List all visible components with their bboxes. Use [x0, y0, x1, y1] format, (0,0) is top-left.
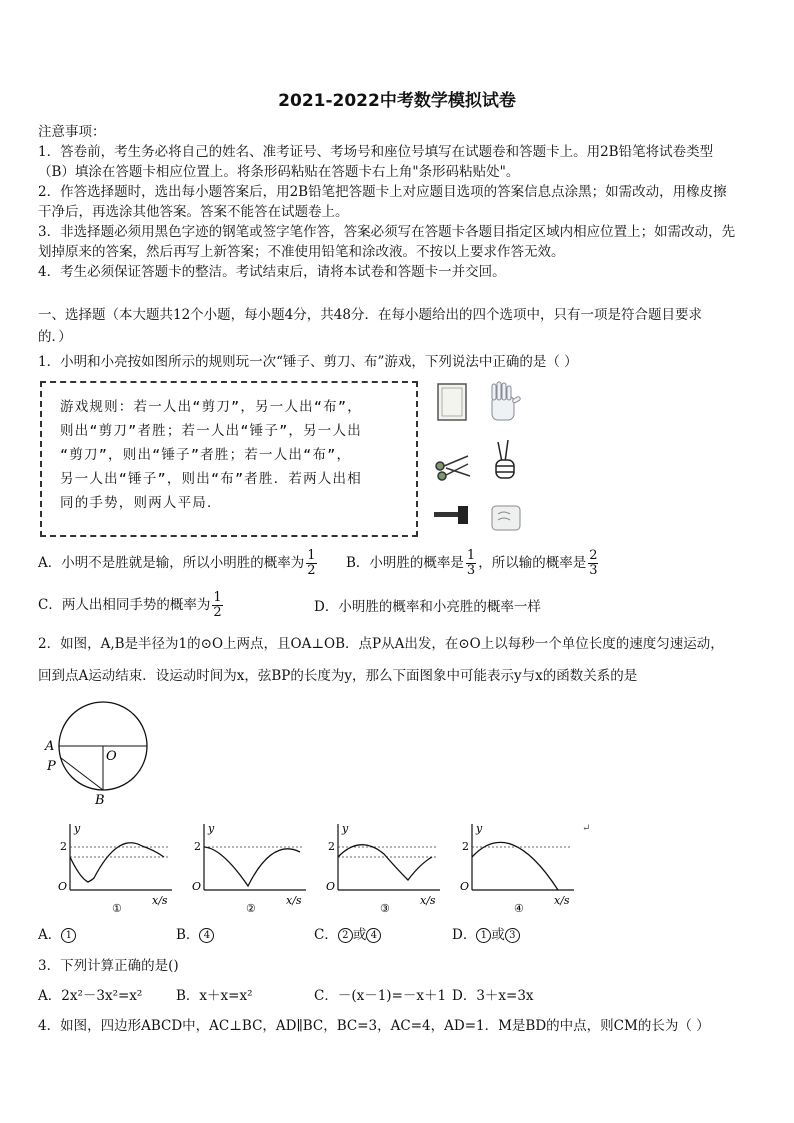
- fraction: [306, 549, 316, 578]
- open-hand-icon: [492, 382, 521, 420]
- rule-line: 游戏规则：若一人出“剪刀”，另一人出“布”，: [60, 399, 362, 415]
- x-axis-label: x/s: [286, 894, 302, 907]
- option-letter: C．: [314, 927, 338, 943]
- label-o: O: [106, 749, 117, 764]
- tick-two: 2: [194, 840, 201, 853]
- question-2-stem: 2．如图，A,B是半径为1的⊙O上两点，且OA⊥OB．点P从A出发，在⊙O上以每秒一个单位长度的速度匀速运动，: [38, 636, 724, 652]
- tick-two: 2: [462, 840, 469, 853]
- return-mark: ↵: [582, 823, 591, 834]
- rule-line: “剪刀”，则出“锤子”者胜；若一人出“布”，: [60, 447, 352, 463]
- notes-line: （B）填涂在答题卡相应位置上。将条形码粘贴在答题卡右上角"条形码粘贴处"。: [38, 164, 520, 180]
- q1-option-c[interactable]: [38, 591, 225, 620]
- question-2-stem: 回到点A运动结束．设运动时间为x，弦BP的长度为y，那么下面图象中可能表示y与x的函数关系的是: [38, 668, 638, 684]
- rule-line: 则出“剪刀”者胜；若一人出“锤子”，另一人出: [60, 423, 362, 439]
- circled-number: 3: [505, 928, 520, 943]
- fraction: [588, 549, 598, 578]
- q1-option-b[interactable]: [346, 549, 600, 578]
- graph-2: [182, 820, 312, 920]
- q1-option-a[interactable]: [38, 549, 319, 578]
- circled-number: 2: [338, 928, 353, 943]
- y-axis-label: y: [476, 822, 483, 835]
- x-axis-label: x/s: [152, 894, 168, 907]
- q1-option-d[interactable]: D．小明胜的概率和小亮胜的概率一样: [314, 599, 541, 615]
- graph-number: ①: [112, 902, 122, 915]
- graph-4: [450, 820, 580, 920]
- graph-3: [316, 820, 446, 920]
- fraction: [212, 591, 222, 620]
- label-p: P: [47, 759, 56, 774]
- label-b: B: [95, 793, 105, 808]
- numerator: 1: [307, 548, 316, 563]
- rule-line: 另一人出“锤子”，则出“布”者胜．若两人出相: [60, 471, 362, 487]
- denominator: 2: [213, 605, 222, 620]
- label-a: A: [45, 739, 55, 754]
- option-letter: A．: [38, 927, 62, 943]
- rule-line: 同的手势，则两人平局．: [60, 495, 222, 511]
- hand-gestures-illustration: [432, 380, 542, 540]
- origin-label: O: [326, 880, 336, 893]
- origin-label: O: [460, 880, 470, 893]
- section-heading: 的．）: [38, 329, 72, 345]
- denominator: 3: [589, 563, 598, 578]
- x-axis-label: x/s: [554, 894, 570, 907]
- scissors-icon: [436, 456, 470, 480]
- hammer-icon: [434, 506, 468, 524]
- option-letter: D．: [452, 927, 477, 943]
- y-axis-label: y: [342, 822, 349, 835]
- question-4-stem: 4．如图，四边形ABCD中，AC⊥BC，AD∥BC，BC=3，AC=4，AD=1．M是BD的中点，则CM的长为（ ）: [38, 1018, 710, 1034]
- paper-sheet-icon: [438, 384, 466, 420]
- q2-option-d[interactable]: [452, 925, 520, 945]
- notes-heading: 注意事项：: [38, 124, 106, 140]
- circle-figure: [40, 700, 160, 810]
- circled-number: 4: [366, 928, 381, 943]
- notes-line: 2．作答选择题时，选出每小题答案后，用2B铅笔把答题卡上对应题目选项的答案信息点涂黑；如需改动，用橡皮擦: [38, 184, 727, 200]
- graph-number: ③: [380, 902, 390, 915]
- notes-line: 3．非选择题必须用黑色字迹的钢笔或签字笔作答，答案必须写在答题卡各题目指定区域内相应位置上；如需改动，先: [38, 224, 736, 240]
- notes-line: 划掉原来的答案，然后再写上新答案；不准使用铅笔和涂改液。不按以上要求作答无效。: [38, 244, 565, 260]
- circled-number: 4: [199, 928, 214, 943]
- game-rules-text: [60, 395, 405, 515]
- option-text: ，所以输的概率是: [478, 555, 587, 571]
- y-axis-label: y: [208, 822, 215, 835]
- question-1-stem: 1．小明和小亮按如图所示的规则玩一次“锤子、剪刀、布”游戏，下列说法中正确的是（ ）: [38, 354, 578, 370]
- y-axis-label: y: [74, 822, 81, 835]
- tick-two: 2: [60, 840, 67, 853]
- circled-number: 1: [476, 928, 491, 943]
- x-axis-label: x/s: [420, 894, 436, 907]
- q3-option-c[interactable]: C．－(x－1)=－x＋1: [314, 988, 447, 1004]
- option-connector: 或: [491, 927, 505, 943]
- origin-label: O: [58, 880, 68, 893]
- denominator: 2: [307, 563, 316, 578]
- option-connector: 或: [352, 927, 367, 943]
- question-3-stem: 3．下列计算正确的是(): [38, 958, 179, 974]
- option-text: C．两人出相同手势的概率为: [38, 597, 211, 613]
- fist-icon: [492, 506, 520, 530]
- denominator: 3: [466, 563, 476, 578]
- graph-number: ②: [246, 902, 256, 915]
- notes-line: 干净后，再选涂其他答案。答案不能答在试题卷上。: [38, 204, 349, 220]
- option-text: A．小明不是胜就是输，所以小明胜的概率为: [38, 555, 305, 571]
- q3-option-d[interactable]: D．3＋x=3x: [452, 988, 534, 1004]
- q2-option-a[interactable]: [38, 925, 76, 945]
- fraction: [466, 549, 476, 578]
- numerator: 2: [589, 548, 598, 563]
- notes-line: 4．考生必须保证答题卡的整洁。考试结束后，请将本试卷和答题卡一并交回。: [38, 264, 506, 280]
- graph-1: [48, 820, 178, 920]
- game-rules-box: [40, 381, 418, 537]
- numerator: 1: [213, 590, 222, 605]
- section-heading: 一、选择题（本大题共12个小题，每小题4分，共48分．在每小题给出的四个选项中，只有一项是符合题目要求: [38, 307, 702, 323]
- notes-line: 1．答卷前，考生务必将自己的姓名、准考证号、考场号和座位号填写在试题卷和答题卡上。用2B铅笔将试卷类型: [38, 144, 714, 160]
- q3-option-a[interactable]: A．2x²－3x²=x²: [38, 988, 143, 1004]
- numerator: 1: [466, 548, 476, 563]
- victory-hand-icon: [496, 440, 514, 478]
- q2-option-c[interactable]: [314, 925, 381, 945]
- q2-option-b[interactable]: [176, 925, 214, 945]
- option-letter: B．: [176, 927, 200, 943]
- circled-number: 1: [61, 928, 76, 943]
- tick-two: 2: [328, 840, 335, 853]
- origin-label: O: [192, 880, 202, 893]
- page-title: 2021-2022中考数学模拟试卷: [278, 91, 516, 111]
- q3-option-b[interactable]: B．x＋x=x²: [176, 988, 253, 1004]
- graph-number: ④: [514, 902, 524, 915]
- option-text: B．小明胜的概率是: [346, 555, 464, 571]
